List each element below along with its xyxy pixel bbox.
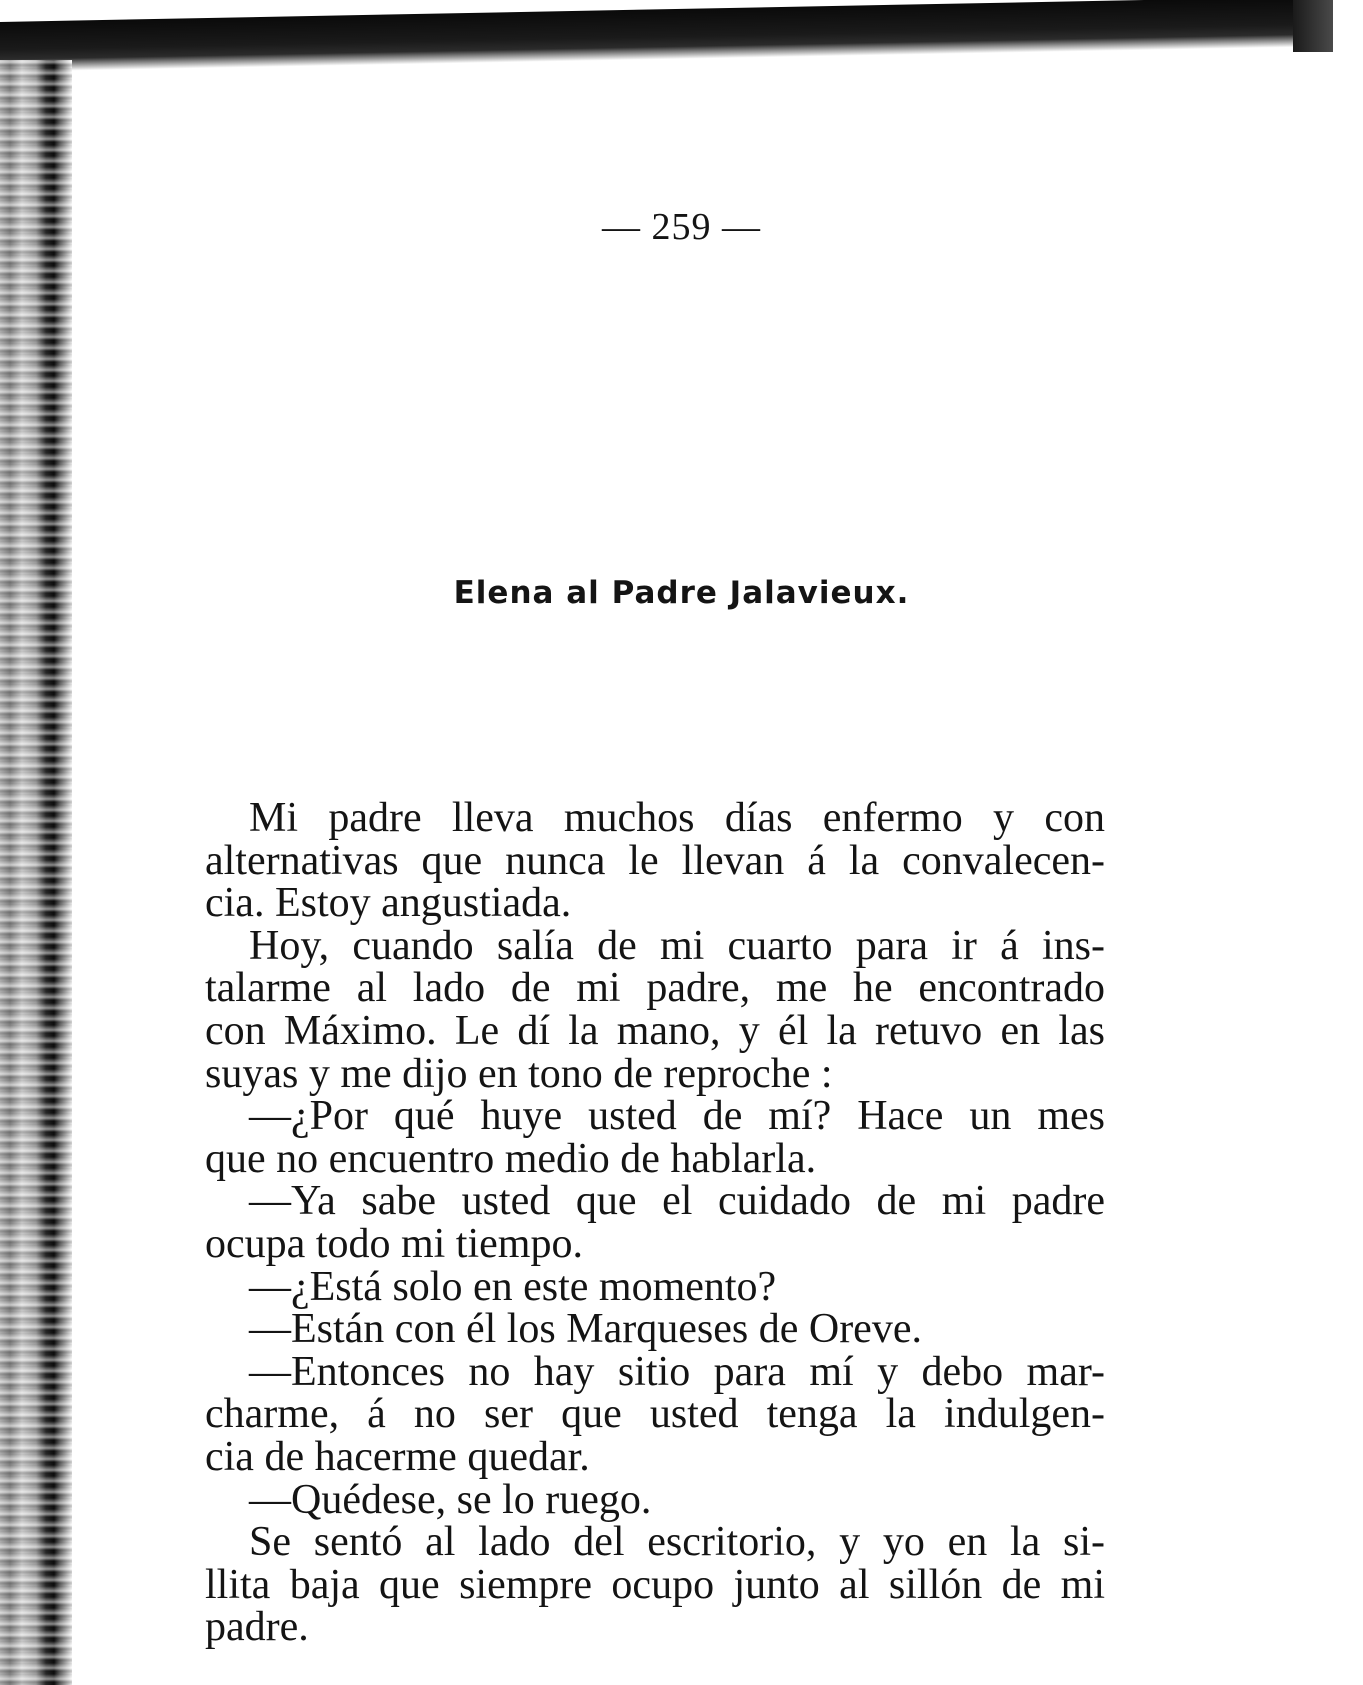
text-line: —Ya sabe usted que el cuidado de mi padre — [249, 1178, 1105, 1225]
text-line: —Están con él los Marqueses de Oreve. — [249, 1306, 922, 1353]
scan-top-edge — [0, 0, 1330, 72]
text-line: Hoy, cuando salía de mi cuarto para ir á ins- — [249, 922, 1105, 969]
text-line: cia de hacerme quedar. — [205, 1433, 590, 1480]
text-line: —Quédese, se lo ruego. — [249, 1476, 652, 1523]
text-line: —¿Por qué huye usted de mí? Hace un mes — [249, 1093, 1105, 1140]
text-line: llita baja que siempre ocupo junto al sillón de mi — [205, 1561, 1105, 1608]
text-line: talarme al lado de mi padre, me he encontrado — [205, 965, 1105, 1012]
text-line: cia. Estoy angustiada. — [205, 880, 572, 927]
text-line: ocupa todo mi tiempo. — [205, 1220, 583, 1267]
scan-top-corner — [1293, 0, 1333, 52]
text-line: —Entonces no hay sitio para mí y debo mar- — [249, 1348, 1105, 1395]
page-number: — 259 — — [602, 206, 761, 248]
text-line: Se sentó al lado del escritorio, y yo en la si- — [249, 1519, 1105, 1566]
text-line: Mi padre lleva muchos días enfermo y con — [249, 795, 1105, 841]
scan-binding-edge — [0, 60, 72, 1685]
text-line: con Máximo. Le dí la mano, y él la retuvo en las — [205, 1007, 1105, 1054]
body-text — [205, 797, 1105, 1649]
text-line: padre. — [205, 1604, 309, 1651]
text-line: suyas y me dijo en tono de reproche : — [205, 1050, 833, 1097]
text-line: charme, á no ser que usted tenga la indulgen- — [205, 1391, 1105, 1438]
text-line: —¿Está solo en este momento? — [249, 1263, 777, 1310]
text-line: que no encuentro medio de hablarla. — [205, 1135, 817, 1182]
chapter-heading: Elena al Padre Jalavieux. — [453, 575, 910, 611]
text-line: alternativas que nunca le llevan á la convalecen- — [205, 837, 1105, 884]
